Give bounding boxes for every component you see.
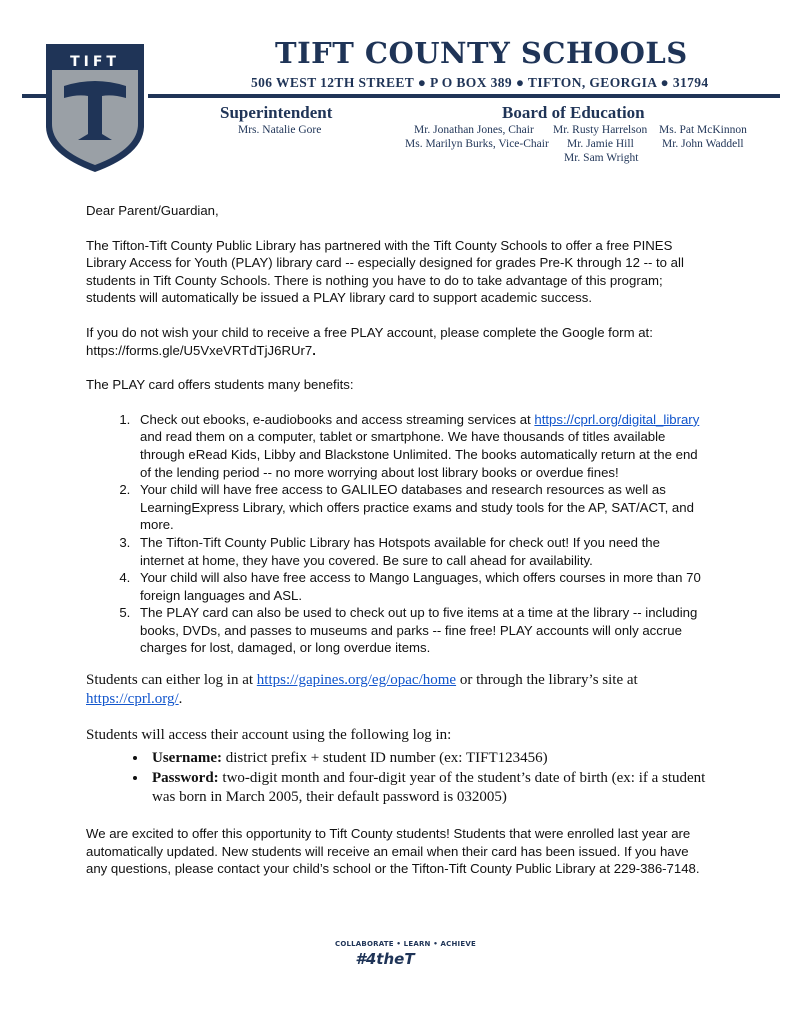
login-text: Students can either log in at (86, 672, 257, 689)
superintendent-name: Mrs. Natalie Gore (238, 124, 322, 136)
access-intro: Students will access their account using the following log in: (86, 727, 452, 744)
greeting: Dear Parent/Guardian, (86, 203, 219, 218)
password-text: two-digit month and four-digit year of the student’s date of birth (ex: if a student was born in March 2005, their default password is 032005) (152, 770, 706, 806)
letterhead (0, 0, 810, 185)
list-item: 5. The PLAY card can also be used to check out up to five items at a time at the library -- including books, DVDs, and passes to museums and parks -- fine free! PLAY accounts will only accrue charges for lost, damaged, or long overdue items. (134, 604, 706, 657)
tift-shield-logo-icon (42, 36, 148, 174)
intro-paragraph: The Tifton-Tift County Public Library has partnered with the Tift County Schools to offer a free PINES Library Access for Youth (PLAY) library card -- especially designed for grades Pre-K through 12 -- to all students in Tift County Schools. There is nothing you have to do to take advantage of this program; students will automatically be issued a PLAY library card to support academic success. (86, 237, 684, 306)
board-member: Mr. Jamie Hill (567, 138, 634, 150)
gapines-link[interactable]: https://gapines.org/eg/opac/home (256, 672, 457, 689)
board-member: Mr. Sam Wright (564, 152, 639, 164)
username-text: district prefix + student ID number (ex: TIFT123456) (221, 750, 548, 767)
login-text: or through the library’s site at (456, 672, 638, 689)
board-member: Mr. Jonathan Jones, Chair (414, 124, 534, 136)
benefit-text: Check out ebooks, e-audiobooks and access streaming services at (140, 411, 535, 427)
cprl-link[interactable]: https://cprl.org/ (86, 691, 179, 708)
header-divider-left (22, 94, 50, 98)
letter-body (86, 202, 706, 895)
superintendent-heading: Superintendent (220, 103, 333, 122)
login-text: . (178, 691, 183, 708)
list-item (148, 769, 706, 807)
list-item: 2. Your child will have free access to GALILEO databases and research resources as well as LearningExpress Library, which offers practice exams and study tools for the AP, SAT/ACT, and more. (134, 481, 706, 534)
list-item: 3. The Tifton-Tift County Public Library has Hotspots available for check out! If you need the internet at home, they have you covered. Be sure to call ahead for availability. (134, 534, 706, 569)
school-district-title: TIFT COUNTY SCHOOLS (275, 36, 688, 70)
optout-text: If you do not wish your child to receive a free PLAY account, please complete the Google form at: https://forms.gle/U5VxeVRTdTjJ6RUr7 (86, 324, 653, 358)
username-label: Username: (152, 750, 222, 767)
benefits-intro: The PLAY card offers students many benefits: (86, 377, 354, 393)
list-item (134, 411, 706, 481)
logo-text: TIFT (70, 54, 120, 70)
footer-hashtag: #4theT (355, 950, 415, 968)
login-paragraph (86, 671, 706, 709)
optout-paragraph (86, 324, 706, 359)
benefit-text: and read them on a computer, tablet or smartphone. We have thousands of titles available through eRead Kids, Libby and Blackstone Unlimited. The books automatically return at the end of the lending period -- no more worrying about lost library books or overdue fines! (140, 429, 698, 480)
board-member: Ms. Pat McKinnon (659, 124, 747, 136)
password-label: Password: (152, 770, 219, 787)
benefits-list (86, 411, 706, 657)
footer-tagline: COLLABORATE • LEARN • ACHIEVE (335, 940, 476, 948)
board-heading: Board of Education (502, 103, 645, 122)
header-divider (148, 94, 780, 98)
board-member: Ms. Marilyn Burks, Vice-Chair (405, 138, 549, 150)
list-item: 4. Your child will also have free access to Mango Languages, which offers courses in more than 70 foreign languages and ASL. (134, 569, 706, 604)
district-address: 506 WEST 12TH STREET ● P O BOX 389 ● TIFTON, GEORGIA ● 31794 (251, 75, 709, 90)
list-item (148, 749, 706, 768)
optout-period: . (312, 342, 316, 358)
board-member: Mr. John Waddell (662, 138, 744, 150)
digital-library-link[interactable]: https://cprl.org/digital_library (534, 411, 700, 427)
login-credentials-list (86, 749, 706, 807)
board-member: Mr. Rusty Harrelson (553, 124, 648, 136)
closing-paragraph: We are excited to offer this opportunity to Tift County students! Students that were enrolled last year are automatically updated. New students will receive an email when their card has been issued. If you have any questions, please contact your child’s school or the Tifton-Tift County Public Library at 229-386-7148. (86, 826, 700, 877)
